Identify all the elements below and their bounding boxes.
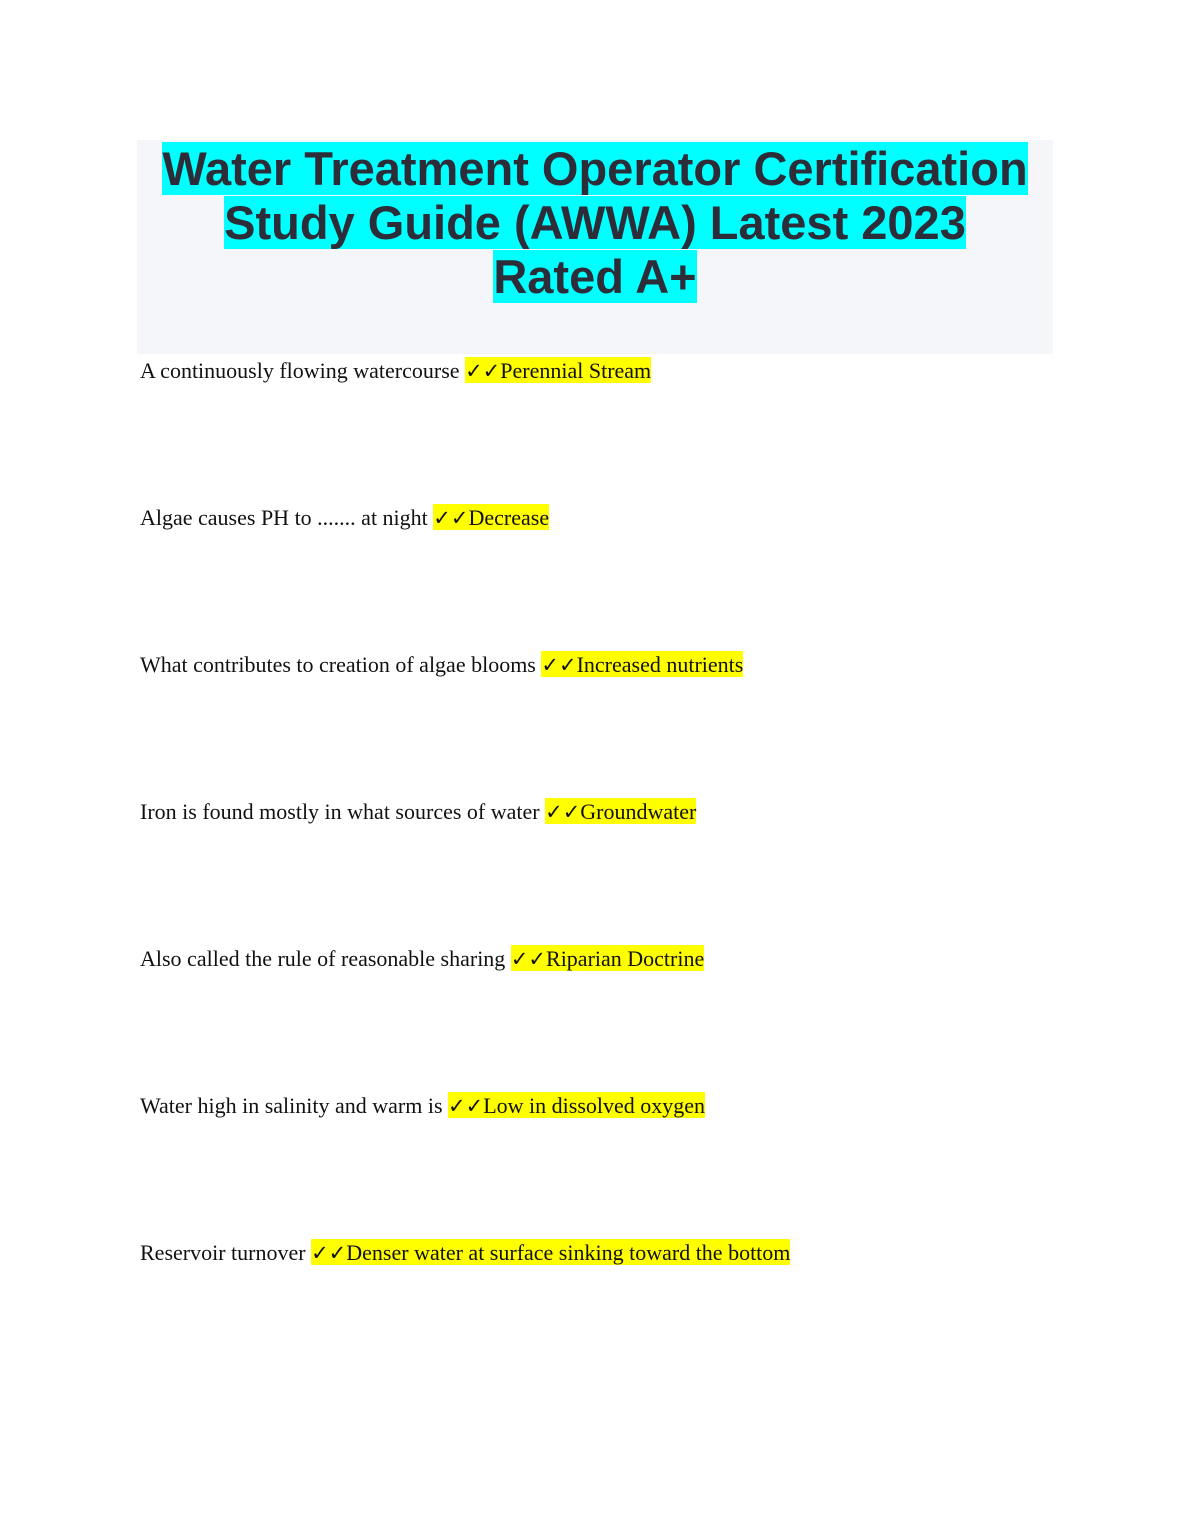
qa-item [140, 943, 790, 1090]
qa-item [140, 649, 790, 796]
question-text: A continuously flowing watercourse [140, 358, 460, 383]
question-text: Iron is found mostly in what sources of water [140, 799, 540, 824]
double-check-icon: ✓✓ [541, 653, 577, 677]
answer-text: Decrease [468, 505, 550, 530]
question-text: Reservoir turnover [140, 1240, 306, 1265]
qa-item [140, 1090, 790, 1237]
question-text: What contributes to creation of algae blooms [140, 652, 536, 677]
document-title [137, 140, 1053, 304]
title-line: Rated A+ [493, 250, 697, 303]
answer-highlight [511, 945, 704, 971]
answer-highlight [545, 798, 696, 824]
double-check-icon: ✓✓ [465, 359, 501, 383]
title-box [137, 140, 1053, 354]
answer-highlight [448, 1092, 705, 1118]
double-check-icon: ✓✓ [448, 1094, 484, 1118]
qa-item [140, 1237, 790, 1384]
answer-text: Denser water at surface sinking toward the bottom [346, 1240, 791, 1265]
title-line: Water Treatment Operator Certification [162, 142, 1028, 195]
answer-highlight [541, 651, 743, 677]
double-check-icon: ✓✓ [433, 506, 469, 530]
title-line: Study Guide (AWWA) Latest 2023 [224, 196, 966, 249]
answer-text: Groundwater [580, 799, 697, 824]
question-text: Water high in salinity and warm is [140, 1093, 443, 1118]
answer-text: Perennial Stream [500, 358, 652, 383]
answer-highlight [311, 1239, 790, 1265]
answer-highlight [465, 357, 651, 383]
double-check-icon: ✓✓ [545, 800, 581, 824]
question-text: Algae causes PH to ....... at night [140, 505, 428, 530]
qa-item [140, 355, 790, 502]
double-check-icon: ✓✓ [510, 947, 547, 971]
answer-highlight [433, 504, 549, 530]
answer-text: Low in dissolved oxygen [483, 1093, 706, 1118]
qa-item [140, 502, 790, 649]
answer-text: Riparian Doctrine [546, 946, 705, 971]
question-text: Also called the rule of reasonable sharing [140, 946, 506, 971]
answer-text: Increased nutrients [576, 652, 744, 677]
question-answer-list [140, 355, 790, 1384]
qa-item [140, 796, 790, 943]
double-check-icon: ✓✓ [311, 1241, 347, 1265]
